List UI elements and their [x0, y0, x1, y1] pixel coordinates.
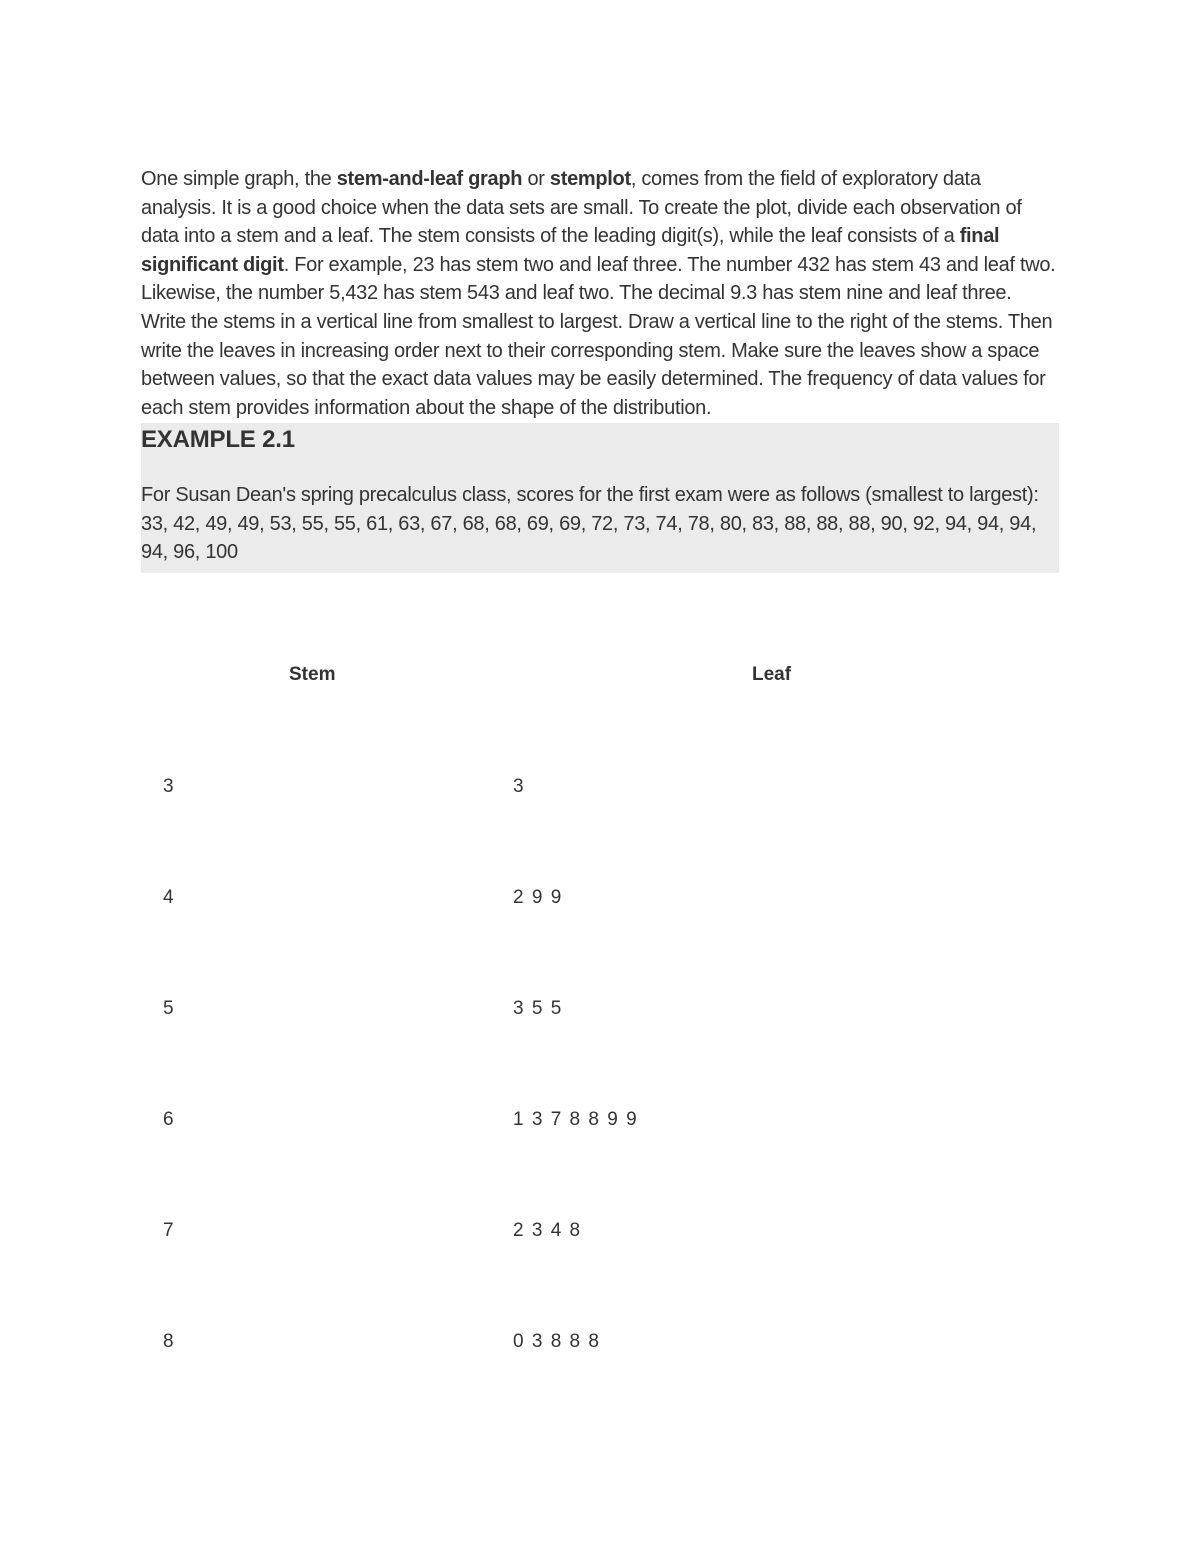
intro-text-4: . For example, 23 has stem two and leaf three. The number 432 has stem 43 and leaf two. Likewise, the number 5,432 has stem 543 and leaf two. The decimal 9.3 has stem nine and leaf three. Write the stems in a vertical line from smallest to largest. Draw a vertical line to the right of the stems. Then write the leaves in increasing order next to their corresponding stem. Make sure the leaves show a space between values, so that the exact data values may be easily determined. The frequency of data values for each stem provides information about the shape of the distribution. [141, 253, 1056, 419]
table-row [141, 1105, 1059, 1216]
table-row [141, 994, 1059, 1105]
header-leaf: Leaf [752, 664, 792, 685]
intro-text-3: , comes from the field of exploratory data analysis. It is a good choice when the data sets are small. To create the plot, divide each observation of data into a stem and a leaf. The stem consists of the leading digit(s), while the leaf consists of a [141, 168, 1022, 248]
example-text: For Susan Dean's spring precalculus class, scores for the first exam were as follows (smallest to largest): [141, 484, 1039, 507]
table-row [141, 883, 1059, 994]
stem-cell: 4 [163, 887, 174, 908]
stem-cell: 8 [163, 1331, 174, 1352]
intro-paragraph [141, 165, 1059, 422]
example-description [141, 481, 1059, 567]
stemplot-rows [141, 772, 1059, 1438]
intro-text-1: One simple graph, the [141, 168, 337, 190]
table-row [141, 1216, 1059, 1327]
term-stemplot: stemplot [549, 168, 631, 190]
term-final-significant-digit: final significant digit [141, 225, 1000, 276]
example-scores: 33, 42, 49, 49, 53, 55, 55, 61, 63, 67, 68, 68, 69, 69, 72, 73, 74, 78, 80, 83, 88, 88, 88, 90, 92, 94, 94, 94, 94, 96, 100 [141, 512, 1037, 564]
leaf-cell: 2 3 4 8 [513, 1220, 582, 1241]
stem-cell: 7 [163, 1220, 174, 1241]
leaf-cell: 3 [513, 776, 526, 797]
example-title: EXAMPLE 2.1 [141, 426, 295, 454]
leaf-cell: 1 3 7 8 8 9 9 [513, 1109, 639, 1130]
intro-text-2: or [522, 168, 550, 190]
stem-cell: 6 [163, 1109, 174, 1130]
document-page [141, 165, 1059, 573]
stemplot-table [141, 660, 1059, 1352]
table-row [141, 772, 1059, 883]
leaf-cell: 3 5 5 [513, 998, 563, 1019]
table-row [141, 1327, 1059, 1438]
stemplot-header [141, 660, 1059, 694]
example-box [141, 423, 1059, 573]
stem-cell: 5 [163, 998, 174, 1019]
term-stem-and-leaf-graph: stem-and-leaf graph [336, 168, 523, 190]
leaf-cell: 2 9 9 [513, 887, 563, 908]
leaf-cell: 0 3 8 8 8 [513, 1331, 601, 1352]
stem-cell: 3 [163, 776, 174, 797]
header-stem: Stem [289, 664, 336, 685]
